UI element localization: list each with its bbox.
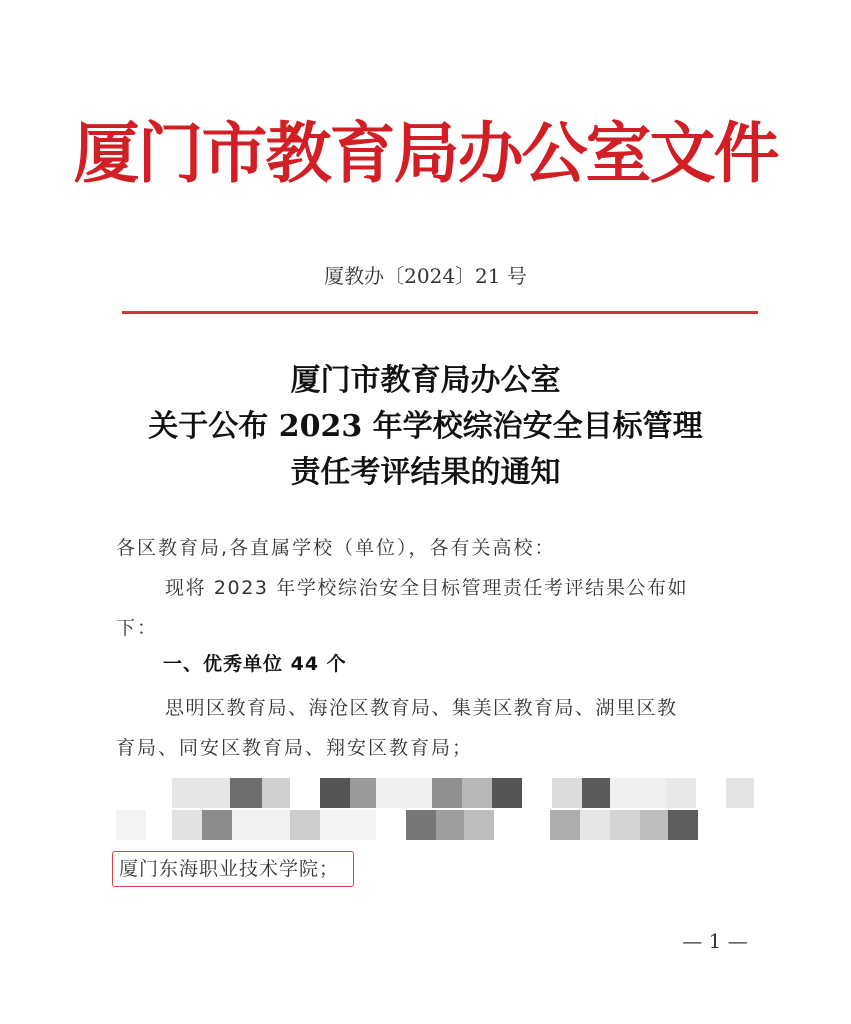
salutation: 各区教育局,各直属学校（单位），各有关高校： xyxy=(116,537,556,559)
document-number: 厦教办〔2024〕21 号 xyxy=(324,264,527,288)
page-number: — 1 — xyxy=(682,929,748,953)
highlighted-unit: 厦门东海职业技术学院； xyxy=(119,858,340,880)
notice-title-line-2: 关于公布 2023 年学校综治安全目标管理 xyxy=(148,409,703,444)
notice-title xyxy=(0,358,851,496)
units-list-line-2: 育局、同安区教育局、翔安区教育局； xyxy=(116,737,474,759)
intro-paragraph-line-1: 现将 2023 年学校综治安全目标管理责任考评结果公布如 xyxy=(165,577,689,599)
document-header-title: 厦门市教育局办公室文件 xyxy=(73,114,778,192)
units-list-line-1: 思明区教育局、海沧区教育局、集美区教育局、湖里区教 xyxy=(165,697,678,719)
intro-paragraph-line-2: 下： xyxy=(116,617,159,639)
notice-title-line-3: 责任考评结果的通知 xyxy=(290,455,561,490)
redacted-mosaic-region xyxy=(116,770,756,850)
red-divider-line xyxy=(122,311,758,314)
notice-title-line-1: 厦门市教育局办公室 xyxy=(290,363,561,398)
section-heading-excellent-units: 一、优秀单位 44 个 xyxy=(163,653,347,675)
